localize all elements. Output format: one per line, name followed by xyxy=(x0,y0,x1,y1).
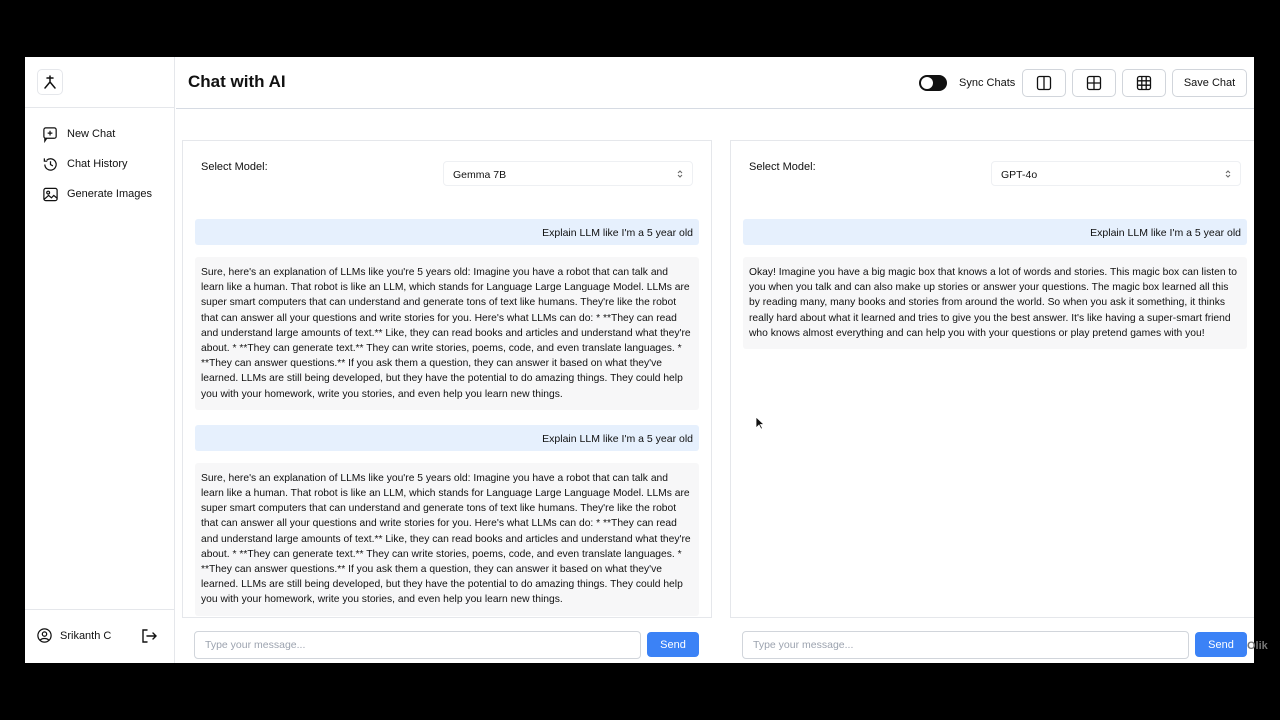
sync-chats-toggle[interactable] xyxy=(919,75,947,91)
history-icon xyxy=(42,156,59,173)
sidebar-item-new-chat[interactable] xyxy=(25,119,175,149)
layout-grid-four-button[interactable] xyxy=(1072,69,1116,97)
message-input[interactable] xyxy=(194,631,641,659)
send-button[interactable]: Send xyxy=(1195,632,1247,657)
message-input-bar-left xyxy=(182,617,712,663)
watermark: Olik xyxy=(1247,640,1268,652)
chevron-up-down-icon xyxy=(1224,169,1232,179)
layout-grid-nine-button[interactable] xyxy=(1122,69,1166,97)
message-list xyxy=(195,219,699,631)
user-name: Srikanth C xyxy=(60,629,112,642)
sidebar-item-label: New Chat xyxy=(67,128,116,140)
user-message: Explain LLM like I'm a 5 year old xyxy=(195,425,699,451)
sync-chats xyxy=(919,75,1015,91)
message-input[interactable] xyxy=(742,631,1189,659)
model-select[interactable] xyxy=(991,161,1241,186)
user-message: Explain LLM like I'm a 5 year old xyxy=(195,219,699,245)
message-input-bar-right xyxy=(730,617,1254,663)
columns-icon xyxy=(1036,75,1052,91)
sidebar xyxy=(25,57,175,663)
sidebar-item-label: Chat History xyxy=(67,158,128,170)
user-message: Explain LLM like I'm a 5 year old xyxy=(743,219,1247,245)
send-button[interactable]: Send xyxy=(647,632,699,657)
mouse-cursor-icon xyxy=(755,416,765,430)
grid-nine-icon xyxy=(1136,75,1152,91)
grid-icon xyxy=(1086,75,1102,91)
save-chat-button[interactable]: Save Chat xyxy=(1172,69,1247,97)
user-icon xyxy=(36,627,53,644)
sidebar-nav xyxy=(25,119,175,209)
app-window xyxy=(25,57,1254,663)
logo[interactable] xyxy=(37,69,63,95)
ai-message: Okay! Imagine you have a big magic box that knows a lot of words and stories. This magic box can listen to you when you talk and can also make up stories or answer your questions. The magic box learned all this by reading many, many books and stories from around the world. So when you ask it something, it thinks really hard about what it learned and tries to give you the best answer. It's like having a super-smart friend who knows almost everything and can help you with your questions or play pretend games with you! xyxy=(743,257,1247,349)
chat-panel-right xyxy=(730,140,1254,663)
select-model-label: Select Model: xyxy=(749,161,816,173)
model-select[interactable] xyxy=(443,161,693,186)
model-select-value: GPT-4o xyxy=(1001,169,1038,181)
sidebar-item-label: Generate Images xyxy=(67,188,152,200)
image-icon xyxy=(42,186,59,203)
chevron-up-down-icon xyxy=(676,169,684,179)
chat-panel-left xyxy=(182,140,712,663)
ai-message: Sure, here's an explanation of LLMs like you're 5 years old: Imagine you have a robot that can talk and learn like a human. That robot is like an LLM, which stands for Language Large Language Model. LLMs are super smart computers that can understand and generate tons of text like humans. They're like the robot that can answer all your questions and write stories for you. Here's what LLMs can do: * **They can read and understand large amounts of text.** Like, they can read books and articles and understand what they're about. * **They can generate text.** They can write stories, poems, code, and even translate languages. * **They can answer questions.** If you ask them a question, they can answer it based on what they've learned. LLMs are still being developed, but they have the potential to do amazing things. They could help you with your homework, write you stories, and even help you learn new things. xyxy=(195,257,699,410)
logout-icon[interactable] xyxy=(140,627,158,645)
user-profile[interactable] xyxy=(36,627,111,644)
new-chat-icon xyxy=(42,126,59,143)
sidebar-item-chat-history[interactable] xyxy=(25,149,175,179)
ai-message: Sure, here's an explanation of LLMs like you're 5 years old: Imagine you have a robot that can talk and learn like a human. That robot is like an LLM, which stands for Language Large Language Model. LLMs are super smart computers that can understand and generate tons of text like humans. They're like the robot that can answer all your questions and write stories for you. Here's what LLMs can do: * **They can read and understand large amounts of text.** Like, they can read books and articles and understand what they're about. * **They can generate text.** They can write stories, poems, code, and even translate languages. * **They can answer questions.** If you ask them a question, they can answer it based on what they've learned. LLMs are still being developed, but they have the potential to do amazing things. They could help you with your homework, write you stories, and even help you learn new things. xyxy=(195,463,699,616)
select-model-label: Select Model: xyxy=(201,161,268,173)
model-select-value: Gemma 7B xyxy=(453,169,507,181)
sidebar-item-generate-images[interactable] xyxy=(25,179,175,209)
header xyxy=(176,57,1254,109)
sync-chats-label: Sync Chats xyxy=(959,77,1016,89)
layout-two-column-button[interactable] xyxy=(1022,69,1066,97)
merge-logo-icon xyxy=(42,74,58,90)
page-title: Chat with AI xyxy=(188,72,286,91)
message-list xyxy=(743,219,1247,364)
